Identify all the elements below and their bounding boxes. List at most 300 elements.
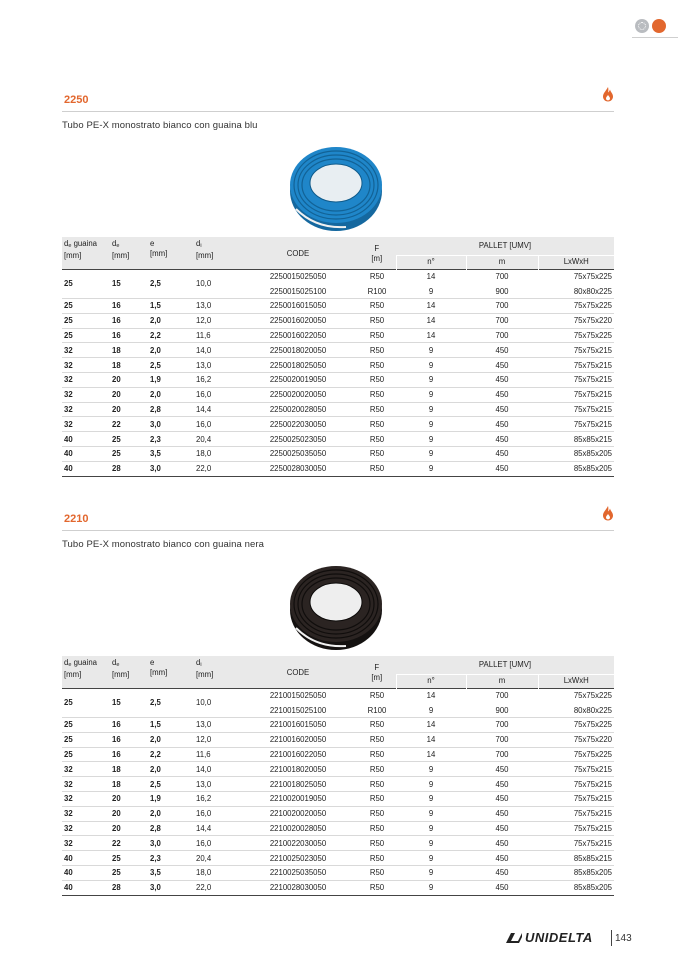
cell-di: 16,0 bbox=[194, 387, 238, 402]
cell-de: 25 bbox=[110, 851, 148, 866]
cell-f: R50 bbox=[358, 880, 396, 895]
cell-pallet-n: 9 bbox=[396, 703, 466, 718]
col-header-di: $d_i$ [mm] bbox=[194, 237, 238, 269]
cell-pallet-lxwxh: 75x75x225 bbox=[538, 299, 614, 314]
cell-di: 11,6 bbox=[194, 747, 238, 762]
table-row bbox=[62, 417, 614, 432]
cell-f: R50 bbox=[358, 269, 396, 284]
cell-e: 3,5 bbox=[148, 447, 194, 462]
cell-di: 22,0 bbox=[194, 461, 238, 476]
cell-e: 2,5 bbox=[148, 358, 194, 373]
cell-di: 14,0 bbox=[194, 762, 238, 777]
cell-pallet-n: 9 bbox=[396, 373, 466, 388]
cell-code: 2210015025050 bbox=[238, 688, 358, 703]
cell-e: 2,5 bbox=[148, 688, 194, 718]
cell-d-guaina: 40 bbox=[62, 447, 110, 462]
cell-pallet-n: 9 bbox=[396, 402, 466, 417]
cell-di: 14,0 bbox=[194, 343, 238, 358]
cell-di: 12,0 bbox=[194, 313, 238, 328]
cell-di: 10,0 bbox=[194, 269, 238, 299]
cell-pallet-n: 14 bbox=[396, 299, 466, 314]
table-row bbox=[62, 328, 614, 343]
cell-pallet-m: 700 bbox=[466, 732, 538, 747]
cell-f: R50 bbox=[358, 402, 396, 417]
cell-pallet-m: 450 bbox=[466, 432, 538, 447]
cell-pallet-n: 9 bbox=[396, 866, 466, 881]
cell-di: 16,2 bbox=[194, 792, 238, 807]
cell-f: R50 bbox=[358, 447, 396, 462]
cell-code: 2210025035050 bbox=[238, 866, 358, 881]
cell-code: 2250020019050 bbox=[238, 373, 358, 388]
cell-di: 20,4 bbox=[194, 432, 238, 447]
cell-pallet-m: 450 bbox=[466, 851, 538, 866]
cell-d-guaina: 32 bbox=[62, 762, 110, 777]
table-row bbox=[62, 747, 614, 762]
col-header-di: $d_i$ [mm] bbox=[194, 656, 238, 688]
cell-d-guaina: 32 bbox=[62, 806, 110, 821]
product-image bbox=[62, 556, 614, 656]
cell-code: 2210016020050 bbox=[238, 732, 358, 747]
cell-de: 16 bbox=[110, 328, 148, 343]
cell-pallet-lxwxh: 75x75x215 bbox=[538, 358, 614, 373]
cell-code: 2210016015050 bbox=[238, 718, 358, 733]
cell-pallet-n: 14 bbox=[396, 313, 466, 328]
table-row bbox=[62, 880, 614, 895]
cell-d-guaina: 25 bbox=[62, 313, 110, 328]
cell-di: 16,2 bbox=[194, 373, 238, 388]
product-table bbox=[62, 656, 614, 896]
cell-pallet-m: 450 bbox=[466, 373, 538, 388]
cell-de: 18 bbox=[110, 762, 148, 777]
cell-e: 2,2 bbox=[148, 328, 194, 343]
cell-di: 18,0 bbox=[194, 866, 238, 881]
table-row bbox=[62, 358, 614, 373]
cell-pallet-n: 9 bbox=[396, 387, 466, 402]
cell-f: R100 bbox=[358, 703, 396, 718]
col-header-de: $d_e$ [mm] bbox=[110, 656, 148, 688]
table-row bbox=[62, 866, 614, 881]
cell-f: R50 bbox=[358, 747, 396, 762]
cell-f: R50 bbox=[358, 866, 396, 881]
cell-pallet-lxwxh: 75x75x215 bbox=[538, 806, 614, 821]
cell-di: 10,0 bbox=[194, 688, 238, 718]
cell-e: 3,0 bbox=[148, 461, 194, 476]
cell-pallet-n: 14 bbox=[396, 718, 466, 733]
cell-code: 2210025023050 bbox=[238, 851, 358, 866]
cell-de: 15 bbox=[110, 269, 148, 299]
cell-code: 2210015025100 bbox=[238, 703, 358, 718]
cell-pallet-lxwxh: 85x85x215 bbox=[538, 432, 614, 447]
table-row bbox=[62, 299, 614, 314]
cell-f: R50 bbox=[358, 851, 396, 866]
col-header-e: e [mm] bbox=[148, 656, 194, 688]
product-code: 2210 bbox=[64, 513, 89, 525]
cell-pallet-lxwxh: 80x80x225 bbox=[538, 703, 614, 718]
cell-di: 16,0 bbox=[194, 806, 238, 821]
col-header-code: CODE bbox=[238, 237, 358, 269]
cell-f: R100 bbox=[358, 284, 396, 299]
cell-pallet-n: 9 bbox=[396, 343, 466, 358]
cell-code: 2210020020050 bbox=[238, 806, 358, 821]
cell-pallet-m: 700 bbox=[466, 688, 538, 703]
cell-pallet-n: 9 bbox=[396, 880, 466, 895]
cell-de: 20 bbox=[110, 373, 148, 388]
col-header-m: m bbox=[466, 674, 538, 688]
cell-pallet-m: 700 bbox=[466, 718, 538, 733]
col-header-d-guaina: $d_e$ guaina [mm] bbox=[62, 237, 110, 269]
cell-de: 18 bbox=[110, 777, 148, 792]
cell-code: 2250022030050 bbox=[238, 417, 358, 432]
cell-de: 25 bbox=[110, 432, 148, 447]
cell-pallet-lxwxh: 75x75x225 bbox=[538, 269, 614, 284]
product-description: Tubo PE-X monostrato bianco con guaina blu bbox=[62, 120, 258, 131]
page-number: 143 bbox=[615, 933, 632, 944]
cell-d-guaina: 32 bbox=[62, 777, 110, 792]
cell-code: 2250015025100 bbox=[238, 284, 358, 299]
cell-pallet-m: 450 bbox=[466, 866, 538, 881]
cell-pallet-m: 700 bbox=[466, 313, 538, 328]
cell-de: 15 bbox=[110, 688, 148, 718]
cell-f: R50 bbox=[358, 328, 396, 343]
cell-d-guaina: 25 bbox=[62, 688, 110, 718]
cell-pallet-lxwxh: 75x75x215 bbox=[538, 417, 614, 432]
cell-pallet-m: 700 bbox=[466, 269, 538, 284]
cell-pallet-lxwxh: 75x75x225 bbox=[538, 688, 614, 703]
cell-code: 2210028030050 bbox=[238, 880, 358, 895]
col-header-pallet: PALLET [UMV] bbox=[396, 237, 614, 255]
cell-d-guaina: 25 bbox=[62, 718, 110, 733]
cell-pallet-lxwxh: 75x75x215 bbox=[538, 762, 614, 777]
cell-di: 13,0 bbox=[194, 299, 238, 314]
cell-pallet-m: 900 bbox=[466, 284, 538, 299]
cell-e: 2,0 bbox=[148, 313, 194, 328]
cell-pallet-n: 9 bbox=[396, 792, 466, 807]
pipe-coil-image bbox=[286, 558, 386, 654]
col-header-pallet: PALLET [UMV] bbox=[396, 656, 614, 674]
cell-de: 18 bbox=[110, 343, 148, 358]
cell-pallet-lxwxh: 75x75x215 bbox=[538, 373, 614, 388]
cell-d-guaina: 32 bbox=[62, 417, 110, 432]
cell-pallet-n: 9 bbox=[396, 762, 466, 777]
cell-di: 20,4 bbox=[194, 851, 238, 866]
cell-pallet-n: 9 bbox=[396, 777, 466, 792]
cell-di: 13,0 bbox=[194, 358, 238, 373]
cell-pallet-lxwxh: 75x75x225 bbox=[538, 718, 614, 733]
cell-de: 28 bbox=[110, 461, 148, 476]
cell-e: 3,0 bbox=[148, 836, 194, 851]
cell-e: 1,9 bbox=[148, 373, 194, 388]
cell-de: 20 bbox=[110, 387, 148, 402]
cell-f: R50 bbox=[358, 358, 396, 373]
cell-de: 16 bbox=[110, 732, 148, 747]
table-row bbox=[62, 762, 614, 777]
cell-pallet-m: 450 bbox=[466, 777, 538, 792]
cell-pallet-m: 700 bbox=[466, 328, 538, 343]
cell-de: 20 bbox=[110, 821, 148, 836]
cell-pallet-m: 450 bbox=[466, 836, 538, 851]
table-row bbox=[62, 387, 614, 402]
table-row bbox=[62, 777, 614, 792]
cell-e: 2,0 bbox=[148, 343, 194, 358]
table-row bbox=[62, 688, 614, 703]
cell-e: 1,5 bbox=[148, 299, 194, 314]
cell-pallet-lxwxh: 85x85x215 bbox=[538, 851, 614, 866]
cell-di: 13,0 bbox=[194, 718, 238, 733]
cell-e: 2,5 bbox=[148, 269, 194, 299]
cell-code: 2250028030050 bbox=[238, 461, 358, 476]
cell-pallet-n: 9 bbox=[396, 432, 466, 447]
cell-pallet-lxwxh: 85x85x205 bbox=[538, 447, 614, 462]
cell-pallet-m: 450 bbox=[466, 880, 538, 895]
cell-di: 18,0 bbox=[194, 447, 238, 462]
cell-pallet-m: 450 bbox=[466, 806, 538, 821]
cell-code: 2210022030050 bbox=[238, 836, 358, 851]
cell-f: R50 bbox=[358, 777, 396, 792]
cell-e: 2,8 bbox=[148, 402, 194, 417]
cell-e: 2,8 bbox=[148, 821, 194, 836]
product-image bbox=[62, 137, 614, 237]
cell-pallet-n: 9 bbox=[396, 284, 466, 299]
cell-pallet-lxwxh: 85x85x205 bbox=[538, 880, 614, 895]
cell-di: 11,6 bbox=[194, 328, 238, 343]
cell-e: 2,0 bbox=[148, 762, 194, 777]
cell-e: 3,5 bbox=[148, 866, 194, 881]
cell-pallet-lxwxh: 75x75x220 bbox=[538, 732, 614, 747]
col-header-n: n° bbox=[396, 255, 466, 269]
table-row bbox=[62, 732, 614, 747]
cell-code: 2250018020050 bbox=[238, 343, 358, 358]
cell-pallet-m: 450 bbox=[466, 417, 538, 432]
table-row bbox=[62, 373, 614, 388]
cell-pallet-n: 9 bbox=[396, 836, 466, 851]
cell-de: 16 bbox=[110, 718, 148, 733]
table-row bbox=[62, 402, 614, 417]
cell-code: 2250016015050 bbox=[238, 299, 358, 314]
cell-d-guaina: 32 bbox=[62, 358, 110, 373]
cell-e: 2,3 bbox=[148, 432, 194, 447]
cell-e: 3,0 bbox=[148, 880, 194, 895]
table-row bbox=[62, 851, 614, 866]
section-header bbox=[62, 92, 614, 112]
cell-e: 2,0 bbox=[148, 806, 194, 821]
cell-f: R50 bbox=[358, 461, 396, 476]
section-tabs-dots bbox=[635, 19, 666, 33]
table-row bbox=[62, 447, 614, 462]
cell-d-guaina: 25 bbox=[62, 747, 110, 762]
cell-pallet-m: 450 bbox=[466, 821, 538, 836]
section-header bbox=[62, 511, 614, 531]
col-header-lxwxh: LxWxH bbox=[538, 674, 614, 688]
product-table bbox=[62, 237, 614, 477]
cell-f: R50 bbox=[358, 373, 396, 388]
cell-f: R50 bbox=[358, 718, 396, 733]
cell-d-guaina: 32 bbox=[62, 343, 110, 358]
table-row bbox=[62, 269, 614, 284]
cell-e: 1,9 bbox=[148, 792, 194, 807]
cell-d-guaina: 25 bbox=[62, 328, 110, 343]
table-row bbox=[62, 836, 614, 851]
table-row bbox=[62, 461, 614, 476]
cell-de: 20 bbox=[110, 402, 148, 417]
cell-pallet-n: 14 bbox=[396, 328, 466, 343]
cell-pallet-lxwxh: 75x75x215 bbox=[538, 387, 614, 402]
cell-pallet-m: 450 bbox=[466, 461, 538, 476]
cell-pallet-n: 9 bbox=[396, 806, 466, 821]
table-row bbox=[62, 718, 614, 733]
cell-code: 2210016022050 bbox=[238, 747, 358, 762]
cell-pallet-n: 9 bbox=[396, 447, 466, 462]
cell-code: 2210018025050 bbox=[238, 777, 358, 792]
cell-d-guaina: 40 bbox=[62, 866, 110, 881]
cell-pallet-lxwxh: 80x80x225 bbox=[538, 284, 614, 299]
cell-f: R50 bbox=[358, 821, 396, 836]
cell-pallet-m: 700 bbox=[466, 299, 538, 314]
cell-pallet-n: 9 bbox=[396, 821, 466, 836]
cell-pallet-lxwxh: 75x75x215 bbox=[538, 792, 614, 807]
cell-pallet-n: 9 bbox=[396, 851, 466, 866]
cell-pallet-m: 700 bbox=[466, 747, 538, 762]
cell-d-guaina: 25 bbox=[62, 732, 110, 747]
cell-pallet-lxwxh: 75x75x215 bbox=[538, 821, 614, 836]
cell-d-guaina: 32 bbox=[62, 373, 110, 388]
cell-e: 2,5 bbox=[148, 777, 194, 792]
col-header-e: e [mm] bbox=[148, 237, 194, 269]
cell-di: 14,4 bbox=[194, 821, 238, 836]
cell-pallet-n: 14 bbox=[396, 747, 466, 762]
cell-code: 2250015025050 bbox=[238, 269, 358, 284]
cell-pallet-lxwxh: 85x85x205 bbox=[538, 866, 614, 881]
col-header-m: m bbox=[466, 255, 538, 269]
cell-code: 2250020020050 bbox=[238, 387, 358, 402]
cell-pallet-n: 9 bbox=[396, 358, 466, 373]
table-row bbox=[62, 806, 614, 821]
orange-dot-icon bbox=[652, 19, 666, 33]
cell-de: 18 bbox=[110, 358, 148, 373]
col-header-f: F [m] bbox=[358, 656, 396, 688]
cell-pallet-m: 450 bbox=[466, 762, 538, 777]
flame-icon bbox=[602, 86, 614, 102]
cell-de: 25 bbox=[110, 866, 148, 881]
cell-pallet-lxwxh: 75x75x215 bbox=[538, 402, 614, 417]
cell-pallet-n: 14 bbox=[396, 269, 466, 284]
cell-e: 2,0 bbox=[148, 387, 194, 402]
cell-f: R50 bbox=[358, 299, 396, 314]
brand-logo bbox=[505, 930, 593, 945]
cell-code: 2210020019050 bbox=[238, 792, 358, 807]
cell-de: 16 bbox=[110, 747, 148, 762]
cell-de: 16 bbox=[110, 299, 148, 314]
cell-di: 22,0 bbox=[194, 880, 238, 895]
cell-pallet-lxwxh: 75x75x215 bbox=[538, 343, 614, 358]
cell-d-guaina: 40 bbox=[62, 461, 110, 476]
cell-pallet-n: 14 bbox=[396, 732, 466, 747]
product-section-2210 bbox=[62, 511, 614, 896]
cell-f: R50 bbox=[358, 836, 396, 851]
cell-d-guaina: 40 bbox=[62, 851, 110, 866]
cell-de: 22 bbox=[110, 836, 148, 851]
cell-pallet-lxwxh: 75x75x220 bbox=[538, 313, 614, 328]
top-divider bbox=[632, 37, 678, 38]
cell-de: 20 bbox=[110, 806, 148, 821]
table-row bbox=[62, 432, 614, 447]
cell-e: 2,3 bbox=[148, 851, 194, 866]
table-row bbox=[62, 313, 614, 328]
cell-di: 12,0 bbox=[194, 732, 238, 747]
cell-d-guaina: 32 bbox=[62, 402, 110, 417]
cell-pallet-lxwxh: 75x75x225 bbox=[538, 328, 614, 343]
grey-dot-icon bbox=[635, 19, 649, 33]
cell-pallet-m: 450 bbox=[466, 402, 538, 417]
cell-f: R50 bbox=[358, 792, 396, 807]
cell-de: 20 bbox=[110, 792, 148, 807]
cell-pallet-m: 900 bbox=[466, 703, 538, 718]
col-header-code: CODE bbox=[238, 656, 358, 688]
col-header-f: F [m] bbox=[358, 237, 396, 269]
cell-di: 16,0 bbox=[194, 417, 238, 432]
cell-code: 2250016020050 bbox=[238, 313, 358, 328]
cell-f: R50 bbox=[358, 762, 396, 777]
flame-icon bbox=[602, 505, 614, 521]
cell-code: 2250018025050 bbox=[238, 358, 358, 373]
cell-di: 14,4 bbox=[194, 402, 238, 417]
cell-pallet-m: 450 bbox=[466, 792, 538, 807]
cell-e: 3,0 bbox=[148, 417, 194, 432]
cell-pallet-m: 450 bbox=[466, 447, 538, 462]
cell-pallet-lxwxh: 85x85x205 bbox=[538, 461, 614, 476]
cell-e: 2,2 bbox=[148, 747, 194, 762]
cell-f: R50 bbox=[358, 417, 396, 432]
cell-code: 2250020028050 bbox=[238, 402, 358, 417]
product-description: Tubo PE-X monostrato bianco con guaina nera bbox=[62, 539, 264, 550]
cell-e: 1,5 bbox=[148, 718, 194, 733]
cell-pallet-m: 450 bbox=[466, 387, 538, 402]
brand-name: UNIDELTA bbox=[525, 930, 593, 945]
product-section-2250 bbox=[62, 92, 614, 477]
cell-di: 16,0 bbox=[194, 836, 238, 851]
pipe-coil-image bbox=[286, 139, 386, 235]
cell-pallet-n: 14 bbox=[396, 688, 466, 703]
cell-pallet-m: 450 bbox=[466, 343, 538, 358]
col-header-d-guaina: $d_e$ guaina [mm] bbox=[62, 656, 110, 688]
cell-de: 25 bbox=[110, 447, 148, 462]
table-row bbox=[62, 821, 614, 836]
cell-pallet-lxwxh: 75x75x225 bbox=[538, 747, 614, 762]
cell-de: 22 bbox=[110, 417, 148, 432]
cell-code: 2250025023050 bbox=[238, 432, 358, 447]
cell-di: 13,0 bbox=[194, 777, 238, 792]
cell-f: R50 bbox=[358, 806, 396, 821]
cell-f: R50 bbox=[358, 432, 396, 447]
page-number-divider bbox=[611, 930, 612, 946]
cell-pallet-n: 9 bbox=[396, 461, 466, 476]
cell-pallet-lxwxh: 75x75x215 bbox=[538, 777, 614, 792]
cell-pallet-m: 450 bbox=[466, 358, 538, 373]
table-row bbox=[62, 792, 614, 807]
cell-code: 2250016022050 bbox=[238, 328, 358, 343]
cell-e: 2,0 bbox=[148, 732, 194, 747]
cell-f: R50 bbox=[358, 343, 396, 358]
cell-d-guaina: 25 bbox=[62, 299, 110, 314]
unidelta-logo-icon bbox=[505, 931, 523, 945]
cell-de: 16 bbox=[110, 313, 148, 328]
cell-pallet-n: 9 bbox=[396, 417, 466, 432]
cell-pallet-lxwxh: 75x75x215 bbox=[538, 836, 614, 851]
cell-code: 2210018020050 bbox=[238, 762, 358, 777]
cell-d-guaina: 32 bbox=[62, 792, 110, 807]
cell-d-guaina: 40 bbox=[62, 432, 110, 447]
cell-d-guaina: 32 bbox=[62, 387, 110, 402]
cell-d-guaina: 25 bbox=[62, 269, 110, 299]
